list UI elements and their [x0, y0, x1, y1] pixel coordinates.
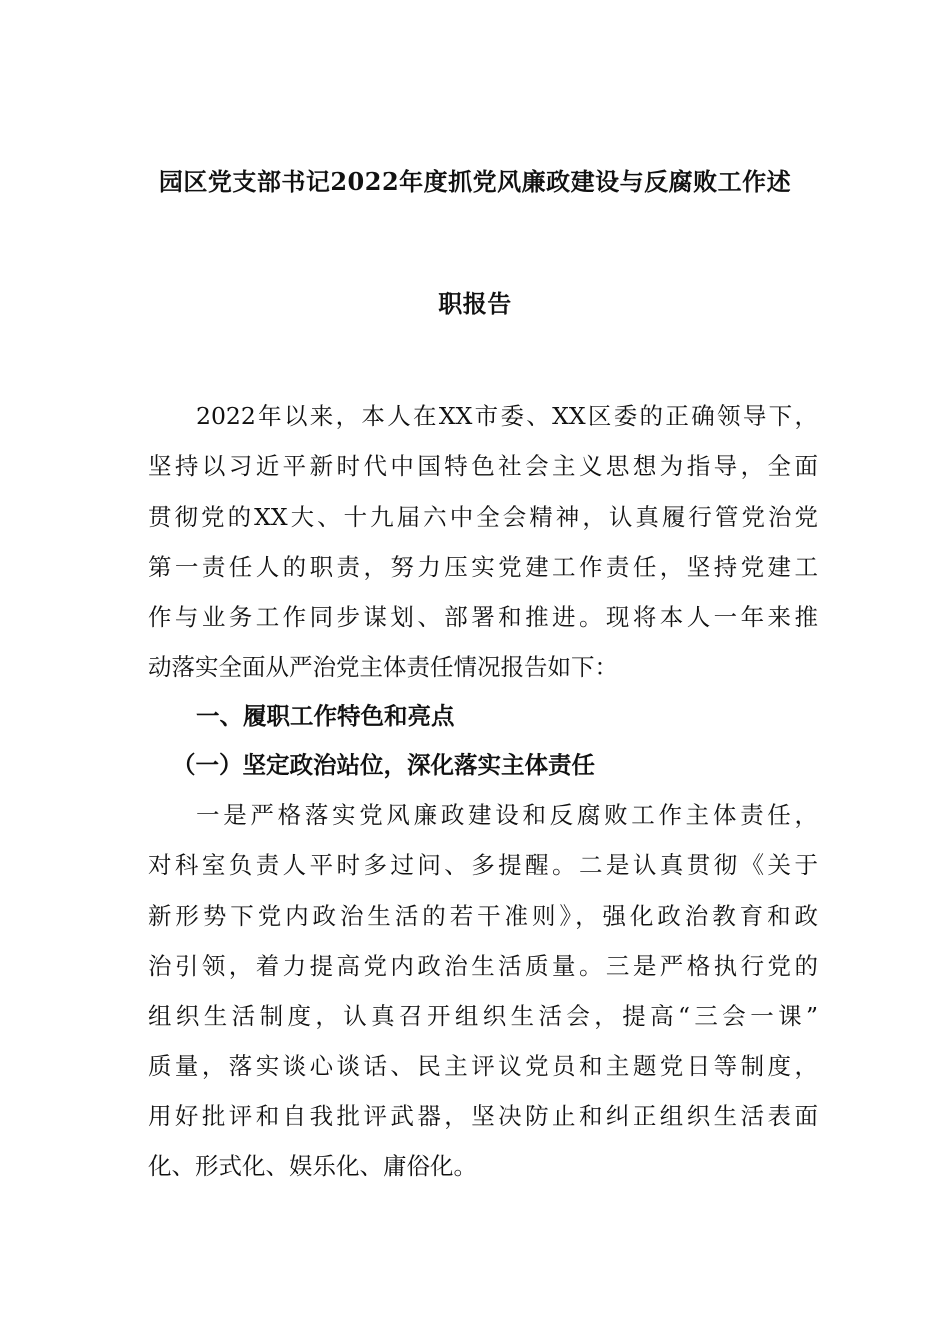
- intro-line-2: 坚持以习近平新时代中国特色社会主义思想为指导，全面: [148, 452, 818, 480]
- document-title-line-1: 园区党支部书记2022年度抓党风廉政建设与反腐败工作述: [158, 167, 792, 196]
- intro-line-5: 作与业务工作同步谋划、部署和推进。现将本人一年来推: [148, 603, 818, 631]
- section-subheading: （一）坚定政治站位，深化落实主体责任: [172, 751, 595, 779]
- body-line-8: 化、形式化、娱乐化、庸俗化。: [148, 1152, 477, 1180]
- intro-line-6: 动落实全面从严治党主体责任情况报告如下：: [148, 653, 618, 681]
- body-line-3: 新形势下党内政治生活的若干准则》，强化政治教育和政: [148, 902, 818, 930]
- body-line-1: 一是严格落实党风廉政建设和反腐败工作主体责任，: [196, 801, 818, 829]
- intro-line-3: 贯彻党的XX大、十九届六中全会精神，认真履行管党治党: [148, 503, 818, 531]
- section-heading: 一、履职工作特色和亮点: [196, 702, 455, 730]
- body-line-5: 组织生活制度，认真召开组织生活会，提高“三会一课”: [148, 1002, 818, 1030]
- body-line-7: 用好批评和自我批评武器，坚决防止和纠正组织生活表面: [148, 1102, 818, 1130]
- body-line-4: 治引领，着力提高党内政治生活质量。三是严格执行党的: [148, 952, 818, 980]
- intro-line-1: 2022年以来，本人在XX市委、XX区委的正确领导下，: [196, 402, 818, 430]
- body-line-6: 质量，落实谈心谈话、民主评议党员和主题党日等制度，: [148, 1052, 818, 1080]
- body-line-2: 对科室负责人平时多过问、多提醒。二是认真贯彻《关于: [148, 851, 818, 879]
- intro-line-4: 第一责任人的职责，努力压实党建工作责任，坚持党建工: [148, 553, 818, 581]
- document-title-line-2: 职报告: [438, 289, 512, 318]
